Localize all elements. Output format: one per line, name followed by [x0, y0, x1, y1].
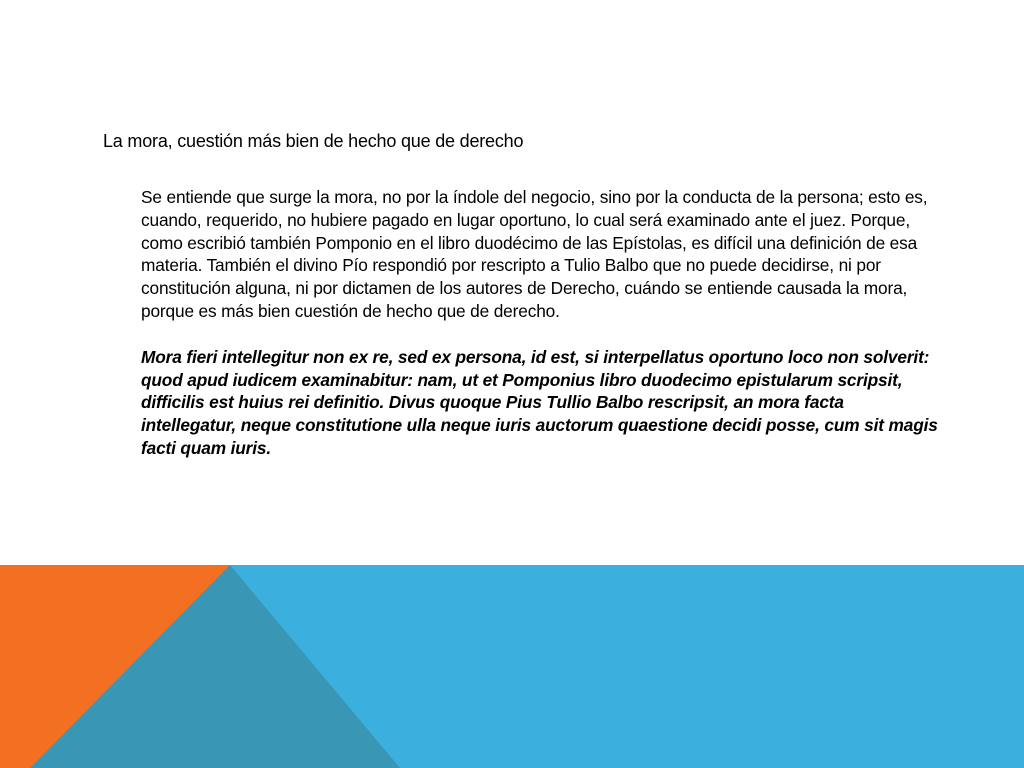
slide-body [141, 186, 941, 460]
latin-paragraph: Mora fieri intellegitur non ex re, sed ex persona, id est, si interpellatus oportuno loco non solverit: quod apud iudicem examinabitur: nam, ut et Pomponius libro duodecimo epistularum scripsit, difficilis est huius rei definitio. Divus quoque Pius Tullio Balbo rescripsit, an mora facta intellegatur, neque constitutione ulla neque iuris auctorum quaestione decidi posse, cum sit magis facti quam iuris. [141, 346, 938, 458]
decorative-bottom-banner [0, 565, 1024, 768]
spanish-paragraph: Se entiende que surge la mora, no por la índole del negocio, sino por la conducta de la persona; esto es, cuando, requerido, no hubiere pagado en lugar oportuno, lo cual será examinado ante el juez. Porque, como escribió también Pomponio en el libro duodécimo de las Epístolas, es difícil una definición de esa materia. También el divino Pío respondió por rescripto a Tulio Balbo que no puede decidirse, ni por constitución alguna, ni por dictamen de los autores de Derecho, cuándo se entiende causada la mora, porque es más bien cuestión de hecho que de derecho. [141, 187, 928, 321]
slide-title: La mora, cuestión más bien de hecho que de derecho [103, 131, 524, 151]
